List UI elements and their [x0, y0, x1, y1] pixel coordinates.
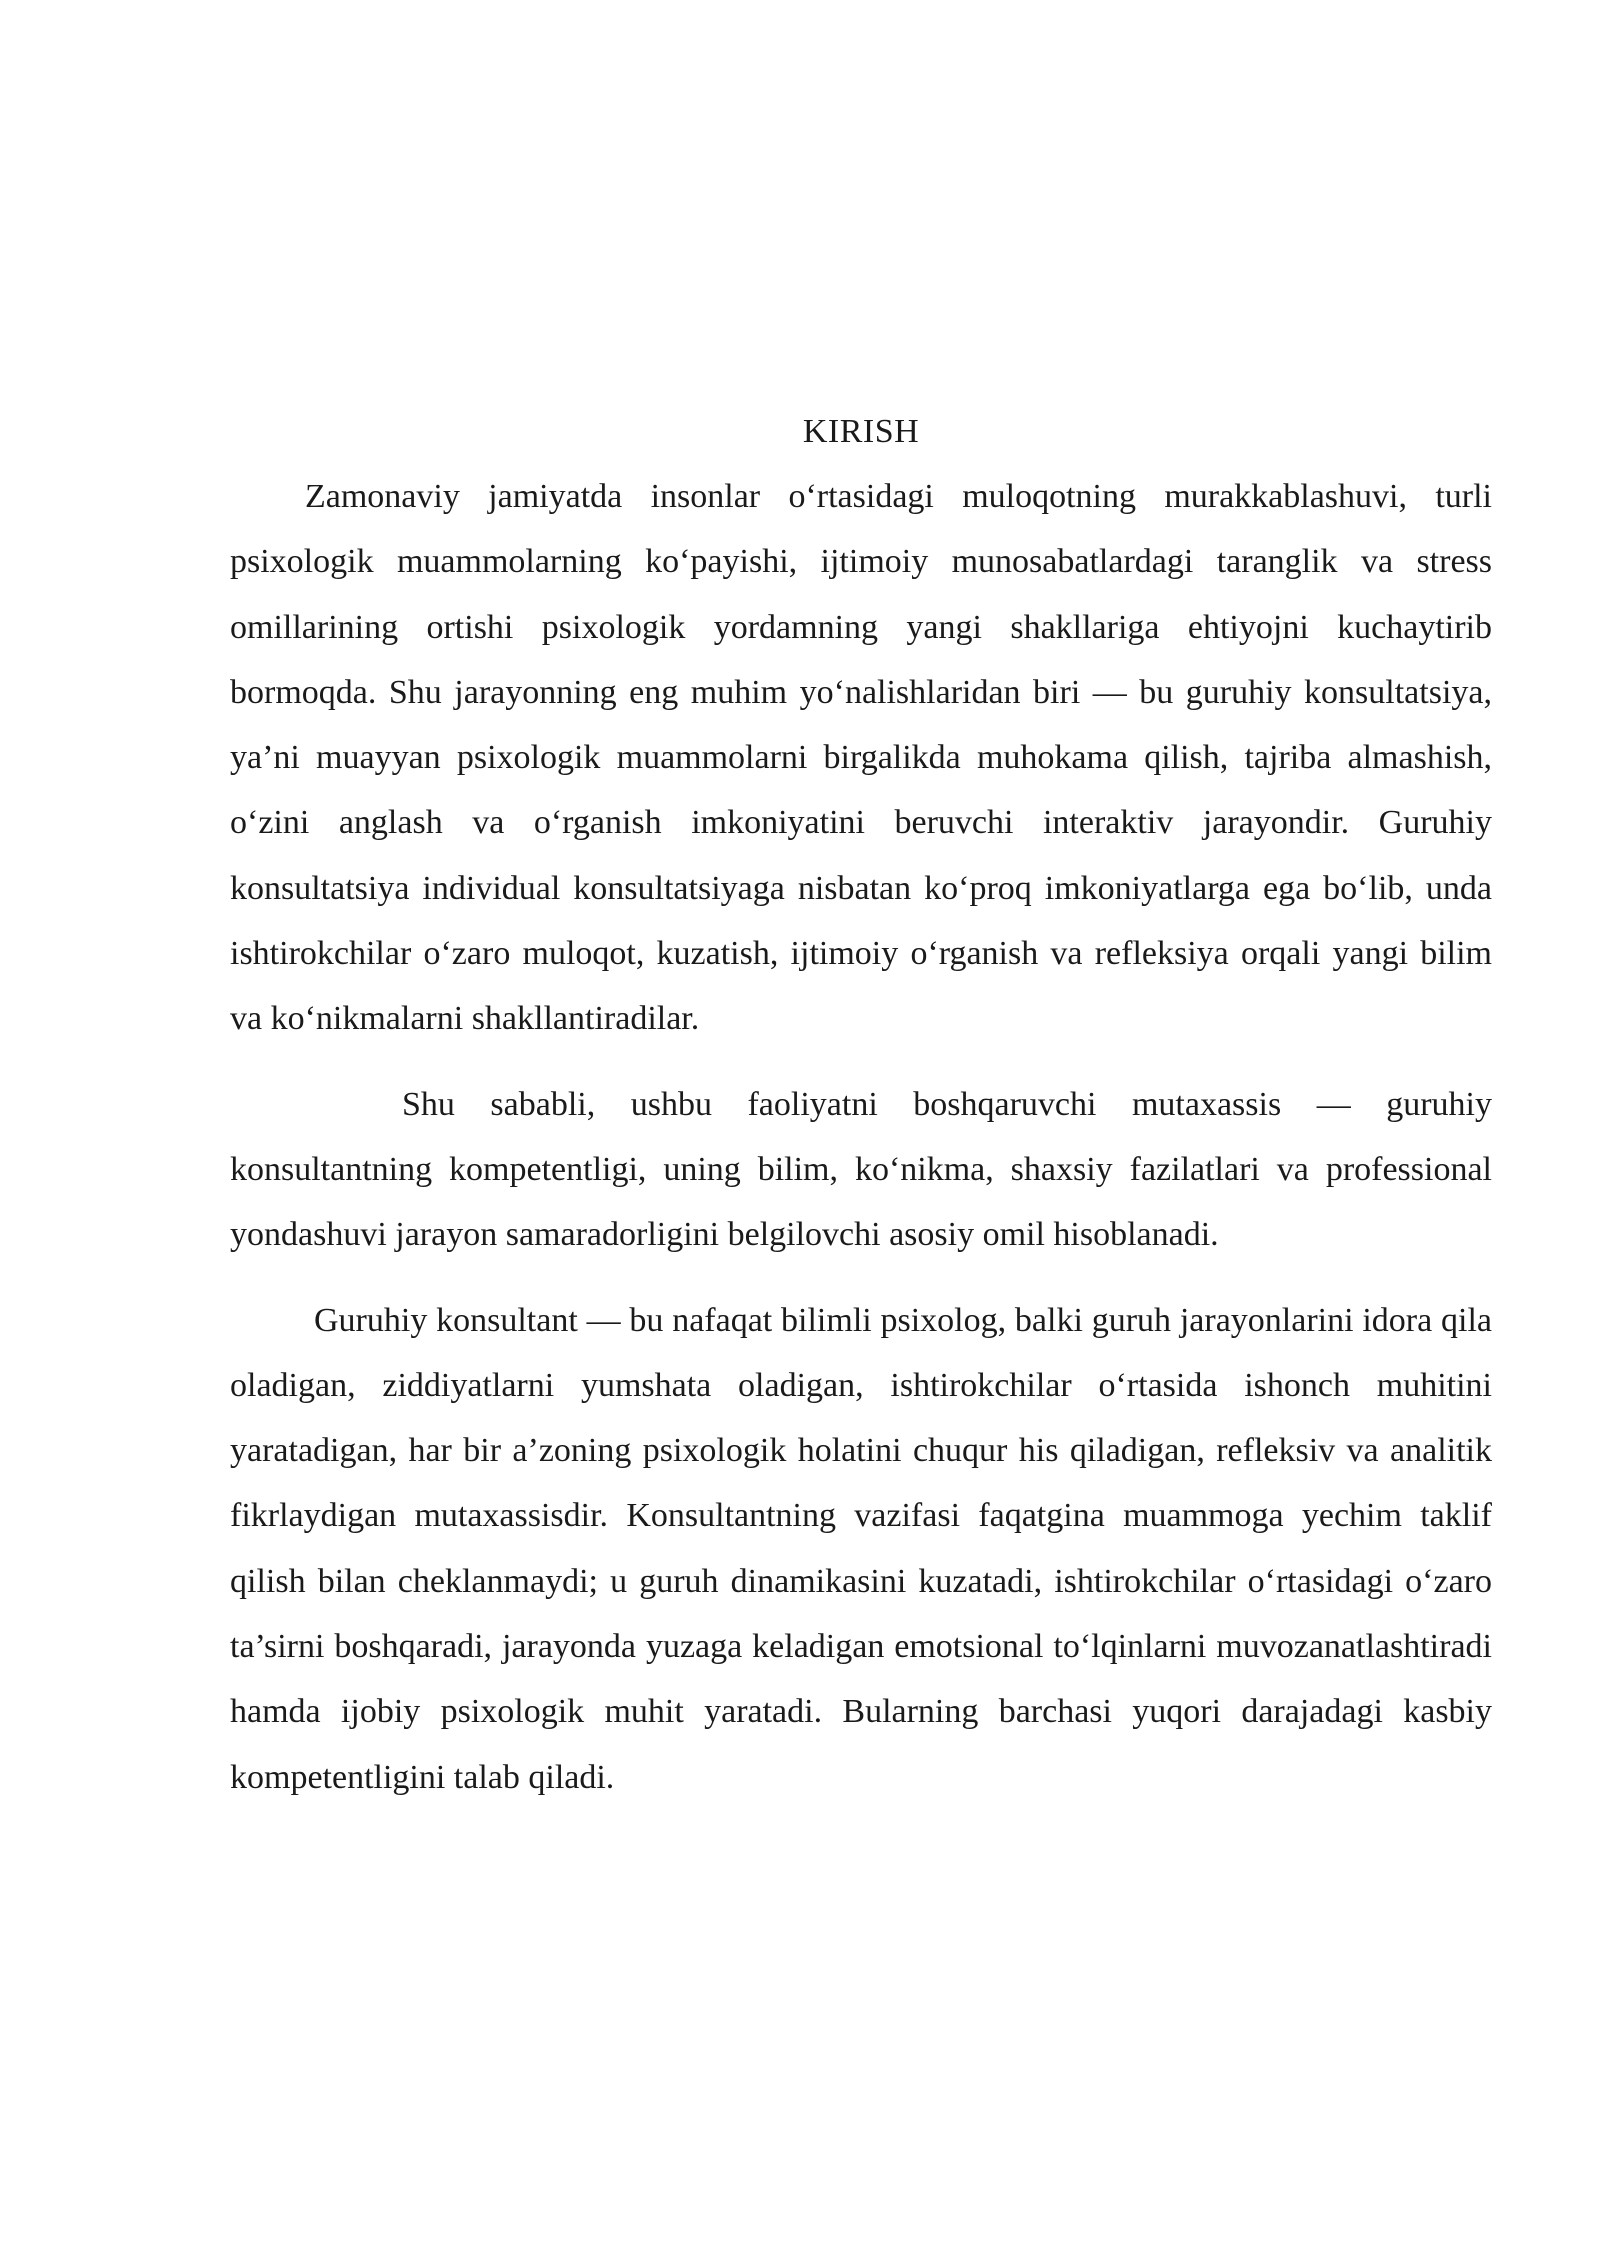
paragraph-3: Guruhiy konsultant — bu nafaqat bilimli psixolog, balki guruh jarayonlarini idora qila oladigan, ziddiyatlarni yumshata oladigan, ishtirokchilar o‘rtasida ishonch muhitini yaratadigan, har bir a’zoning psixologik holatini chuqur his qiladigan, refleksiv va analitik fikrlaydigan mutaxassisdir. Konsultantning vazifasi faqatgina muammoga yechim taklif qilish bilan cheklanmaydi; u guruh dinamikasini kuzatadi, ishtirokchilar o‘rtasidagi o‘zaro ta’sirni boshqaradi, jarayonda yuzaga keladigan emotsional to‘lqinlarni muvozanatlashtiradi hamda ijobiy psixologik muhit yaratadi. Bularning barchasi yuqori darajadagi kasbiy kompetentligini talab qiladi.: [230, 1301, 1492, 1796]
document-body: [230, 408, 1492, 1810]
paragraph-2: Shu sababli, ushbu faoliyatni boshqaruvchi mutaxassis — guruhiy konsultantning kompetentligi, uning bilim, ko‘nikma, shaxsiy fazilatlari va professional yondashuvi jarayon samaradorligini belgilovchi asosiy omil hisoblanadi.: [230, 1085, 1492, 1254]
paragraph-1: Zamonaviy jamiyatda insonlar o‘rtasidagi muloqotning murakkablashuvi, turli psixologik muammolarning ko‘payishi, ijtimoiy munosabatlardagi taranglik va stress omillarining ortishi psixologik yordamning yangi shakllariga ehtiyojni kuchaytirib bormoqda. Shu jarayonning eng muhim yo‘nalishlaridan biri — bu guruhiy konsultatsiya, ya’ni muayyan psixologik muammolarni birgalikda muhokama qilish, tajriba almashish, o‘zini anglash va o‘rganish imkoniyatini beruvchi interaktiv jarayondir. Guruhiy konsultatsiya individual konsultatsiyaga nisbatan ko‘proq imkoniyatlarga ega bo‘lib, unda ishtirokchilar o‘zaro muloqot, kuzatish, ijtimoiy o‘rganish va refleksiya orqali yangi bilim va ko‘nikmalarni shakllantiradilar.: [230, 478, 1492, 1038]
section-heading: KIRISH: [802, 413, 920, 450]
